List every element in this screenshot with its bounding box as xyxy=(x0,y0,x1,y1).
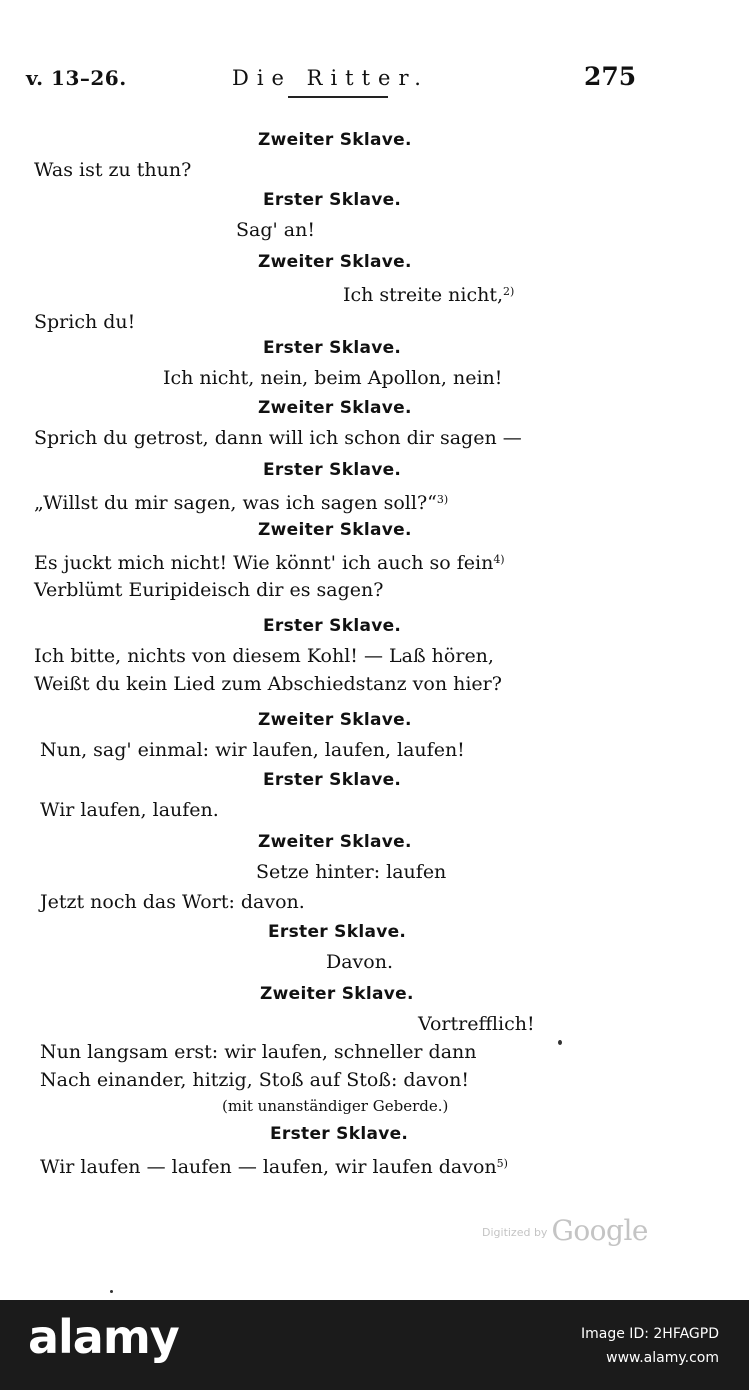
speaker-label: Zweiter Sklave. xyxy=(258,252,412,272)
verse-line: Wir laufen, laufen. xyxy=(40,799,219,821)
stage-direction: (mit unanständiger Geberde.) xyxy=(222,1097,449,1115)
footnote-marker: 4) xyxy=(493,553,505,566)
verse-range: v. 13–26. xyxy=(26,66,127,90)
page-number: 275 xyxy=(584,62,637,91)
footnote-marker: 2) xyxy=(503,285,515,298)
alamy-logo: alamy xyxy=(28,1310,179,1364)
speaker-label: Zweiter Sklave. xyxy=(258,130,412,150)
verse-line: Sag' an! xyxy=(236,219,315,241)
verse-line: Ich streite nicht,$^{2)}$ xyxy=(343,284,515,306)
verse-line: Nach einander, hitzig, Stoß auf Stoß: davon! xyxy=(40,1069,469,1091)
verse-line: Sprich du! xyxy=(34,311,136,333)
footnote-marker: 3) xyxy=(436,493,449,506)
speaker-label: Erster Sklave. xyxy=(263,770,402,790)
site-url: www.alamy.com xyxy=(606,1350,719,1366)
verse-line: Nun, sag' einmal: wir laufen, laufen, laufen! xyxy=(40,739,465,761)
print-speck xyxy=(110,1290,113,1293)
running-title: Die Ritter. xyxy=(232,66,429,90)
verse-line: Ich bitte, nichts von diesem Kohl! — Laß hören, xyxy=(34,645,494,667)
verse-line: Weißt du kein Lied zum Abschiedstanz von hier? xyxy=(34,673,502,695)
verse-line: Verblümt Euripideisch dir es sagen? xyxy=(34,579,384,601)
verse-line: Sprich du getrost, dann will ich schon dir sagen — xyxy=(34,427,522,449)
stock-footer-bar xyxy=(0,1300,749,1390)
verse-line: Ich nicht, nein, beim Apollon, nein! xyxy=(163,367,503,389)
speaker-label: Erster Sklave. xyxy=(263,616,402,636)
speaker-label: Erster Sklave. xyxy=(263,460,402,480)
image-id: Image ID: 2HFAGPD xyxy=(581,1326,719,1342)
verse-line: Was ist zu thun? xyxy=(34,159,192,181)
speaker-label: Erster Sklave. xyxy=(270,1124,409,1144)
title-underline xyxy=(288,96,388,98)
speaker-label: Erster Sklave. xyxy=(263,190,402,210)
verse-line: Setze hinter: laufen xyxy=(256,861,447,883)
speaker-label: Zweiter Sklave. xyxy=(260,984,414,1004)
verse-line: Davon. xyxy=(326,951,394,973)
verse-line: Es juckt mich nicht! Wie könnt' ich auch so fein$^{4)}$ xyxy=(34,552,505,574)
verse-line: Nun langsam erst: wir laufen, schneller dann xyxy=(40,1041,477,1063)
footnote-marker: 5) xyxy=(496,1157,508,1170)
print-speck xyxy=(558,1040,562,1045)
watermark-prefix: Digitized by xyxy=(482,1226,548,1239)
verse-line: Wir laufen — laufen — laufen, wir laufen davon$^{5)}$ xyxy=(40,1156,508,1178)
verse-line: Vortrefflich! xyxy=(418,1013,535,1035)
speaker-label: Erster Sklave. xyxy=(268,922,407,942)
speaker-label: Erster Sklave. xyxy=(263,338,402,358)
speaker-label: Zweiter Sklave. xyxy=(258,832,412,852)
speaker-label: Zweiter Sklave. xyxy=(258,398,412,418)
digitized-watermark xyxy=(482,1214,648,1247)
speaker-label: Zweiter Sklave. xyxy=(258,520,412,540)
google-logo: Google xyxy=(551,1214,648,1247)
speaker-label: Zweiter Sklave. xyxy=(258,710,412,730)
verse-line: Jetzt noch das Wort: davon. xyxy=(40,891,305,913)
verse-line: „Willst du mir sagen, was ich sagen soll?“$^{3)}$ xyxy=(34,492,449,514)
